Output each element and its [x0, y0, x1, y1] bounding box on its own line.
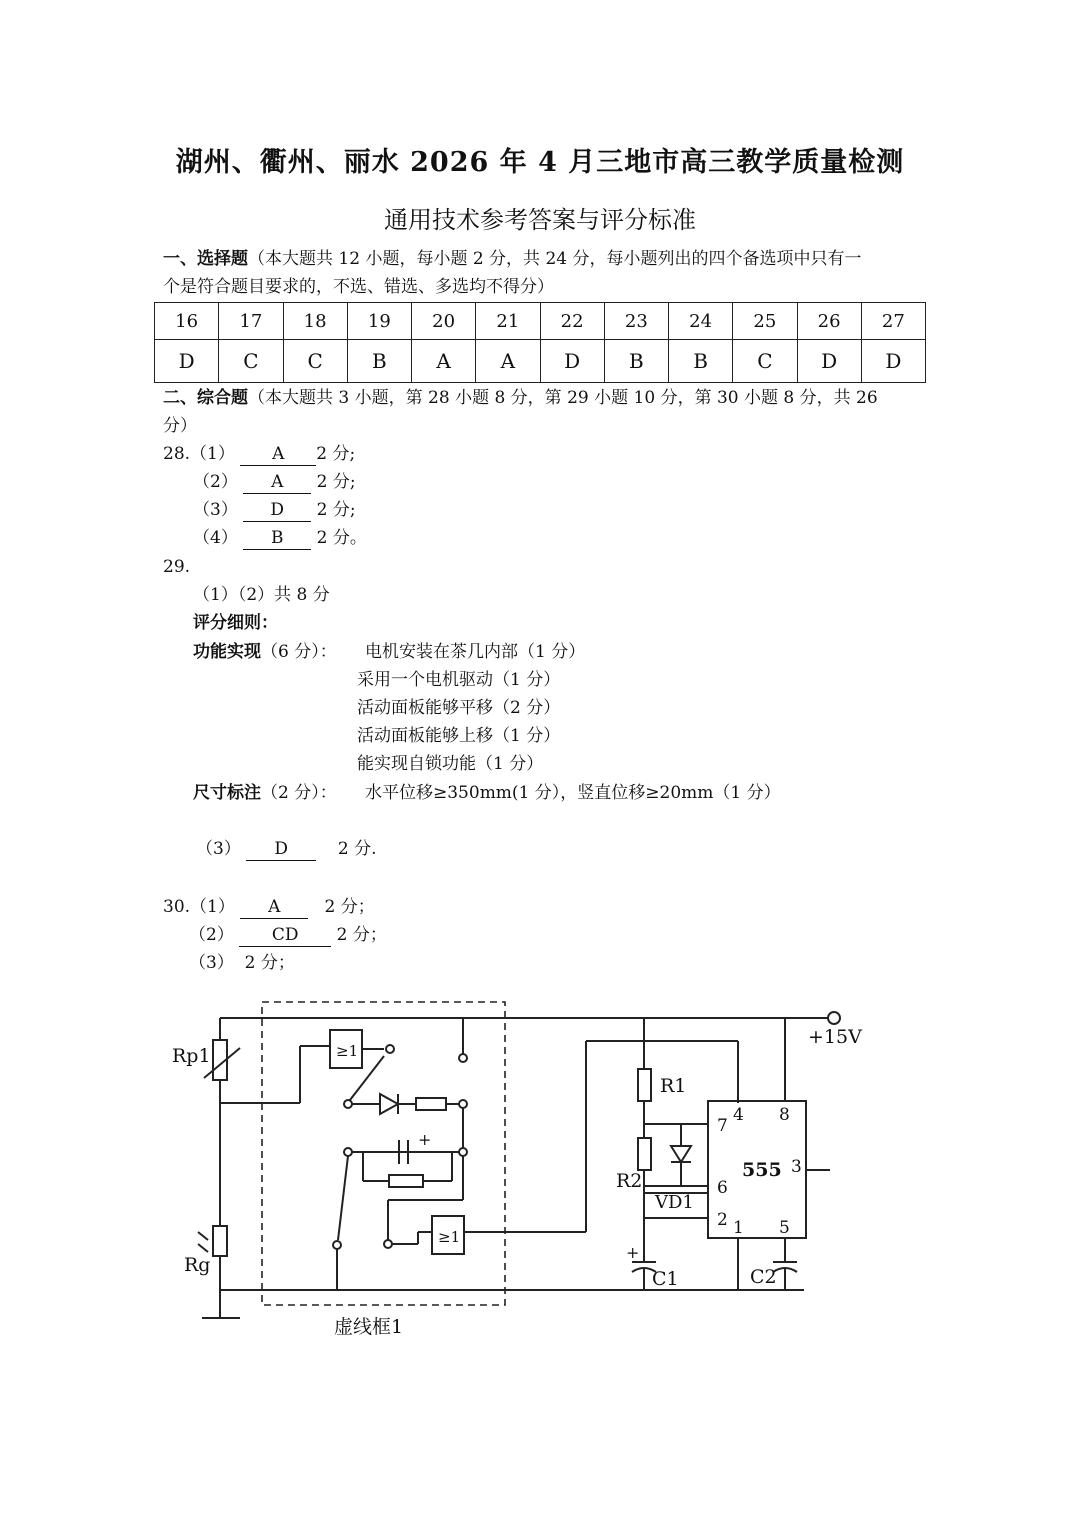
- answer-blank: D: [246, 838, 316, 861]
- dashed-frame: [262, 1002, 505, 1305]
- item-index: （2）: [193, 472, 238, 492]
- question-number: 22: [540, 303, 604, 340]
- vd1-label: VD1: [655, 1192, 694, 1213]
- function-item: 能实现自锁功能（1 分）: [357, 754, 544, 774]
- q29-part12: （1）（2）共 8 分: [193, 585, 330, 605]
- function-item: 活动面板能够上移（1 分）: [357, 726, 561, 746]
- r1-label: R1: [660, 1075, 687, 1097]
- or-gate-symbol: ≥1: [438, 1228, 461, 1246]
- item-score: 2 分；: [324, 897, 375, 917]
- rg-label: Rg: [184, 1254, 211, 1276]
- answer-cell: A: [412, 340, 476, 383]
- pin-5: 5: [779, 1218, 790, 1238]
- answer-blank: A: [240, 896, 308, 919]
- section1-heading: 一、选择题: [163, 249, 248, 269]
- answer-blank: A: [243, 471, 311, 494]
- q29-detail-heading: 评分细则：: [193, 613, 278, 633]
- item-index: （3）: [189, 953, 234, 973]
- answer-blank: CD: [239, 924, 331, 947]
- answer-blank: D: [243, 499, 311, 522]
- answer-cell: C: [733, 340, 797, 383]
- answer-blank: A: [240, 443, 316, 466]
- question-number: 19: [347, 303, 411, 340]
- function-item: 活动面板能够平移（2 分）: [357, 698, 561, 718]
- answer-cell: B: [604, 340, 668, 383]
- pin-6: 6: [717, 1178, 728, 1198]
- page-subtitle: 通用技术参考答案与评分标准: [384, 206, 696, 234]
- answer-cell: D: [797, 340, 861, 383]
- item-score: 2 分。: [316, 528, 367, 548]
- or-gate-symbol: ≥1: [336, 1042, 359, 1060]
- function-item: 电机安装在茶几内部（1 分）: [365, 642, 586, 662]
- q30-number: 30.: [163, 897, 191, 917]
- vcc-label: +15V: [808, 1026, 862, 1048]
- item-score: 2 分;: [316, 444, 356, 464]
- item-index: （3）: [196, 839, 241, 859]
- section1-desc-line1: （本大题共 12 小题，每小题 2 分，共 24 分，每小题列出的四个备选项中只有一: [248, 249, 862, 269]
- r2-label: R2: [616, 1170, 643, 1192]
- function-label: 功能实现: [193, 642, 261, 662]
- item-score: 2 分；: [336, 925, 387, 945]
- pin-7: 7: [717, 1116, 728, 1136]
- section2-heading: 二、综合题: [163, 388, 248, 408]
- answer-cell: C: [283, 340, 347, 383]
- dimension-label: 尺寸标注: [193, 783, 261, 803]
- pin-3: 3: [791, 1157, 802, 1177]
- q29-number: 29.: [163, 557, 191, 577]
- item-score: 2 分；: [244, 953, 295, 973]
- answer-cell: C: [219, 340, 283, 383]
- function-item: 采用一个电机驱动（1 分）: [357, 670, 561, 690]
- item-index: （4）: [193, 528, 238, 548]
- question-number: 27: [861, 303, 925, 340]
- item-index: （1）: [190, 897, 235, 917]
- answer-cell: A: [476, 340, 540, 383]
- frame-caption: 虚线框1: [334, 1316, 404, 1338]
- dimension-text: 水平位移≥350mm(1 分），竖直位移≥20mm（1 分）: [365, 783, 781, 803]
- question-number: 17: [219, 303, 283, 340]
- chip-555-label: 555: [742, 1159, 782, 1181]
- section2-desc-line2: 分）: [163, 416, 197, 436]
- question-number: 25: [733, 303, 797, 340]
- item-index: （2）: [189, 925, 234, 945]
- c2-label: C2: [750, 1266, 777, 1288]
- cap-plus-sign: +: [418, 1130, 432, 1149]
- item-score: 2 分.: [337, 839, 377, 859]
- pin-4: 4: [733, 1105, 744, 1125]
- q28-number: 28.: [163, 444, 191, 464]
- c1-label: C1: [652, 1268, 679, 1290]
- item-index: （3）: [193, 500, 238, 520]
- question-number: 18: [283, 303, 347, 340]
- pin-8: 8: [779, 1105, 790, 1125]
- page-title: 湖州、衢州、丽水 2026 年 4 月三地市高三教学质量检测: [175, 147, 905, 178]
- item-score: 2 分;: [316, 472, 356, 492]
- question-number: 20: [412, 303, 476, 340]
- answer-cell: D: [155, 340, 219, 383]
- question-number: 23: [604, 303, 668, 340]
- rp1-label: Rp1: [172, 1045, 211, 1067]
- question-number: 24: [669, 303, 733, 340]
- item-index: （1）: [190, 444, 235, 464]
- question-number: 26: [797, 303, 861, 340]
- question-number: 21: [476, 303, 540, 340]
- answer-cell: D: [861, 340, 925, 383]
- item-score: 2 分;: [316, 500, 356, 520]
- section2-desc-line1: （本大题共 3 小题，第 28 小题 8 分，第 29 小题 10 分，第 30 小题 8 分，共 26: [248, 388, 878, 408]
- answer-blank: B: [243, 527, 311, 550]
- answer-cell: B: [347, 340, 411, 383]
- pin-1: 1: [733, 1218, 744, 1238]
- answer-cell: D: [540, 340, 604, 383]
- function-score: （6 分）：: [261, 642, 337, 662]
- dimension-score: （2 分）：: [261, 783, 337, 803]
- answer-cell: B: [669, 340, 733, 383]
- c1-plus-sign: +: [626, 1243, 640, 1262]
- section1-desc-line2: 个是符合题目要求的，不选、错选、多选均不得分）: [163, 277, 554, 297]
- pin-2: 2: [717, 1210, 728, 1230]
- question-number: 16: [155, 303, 219, 340]
